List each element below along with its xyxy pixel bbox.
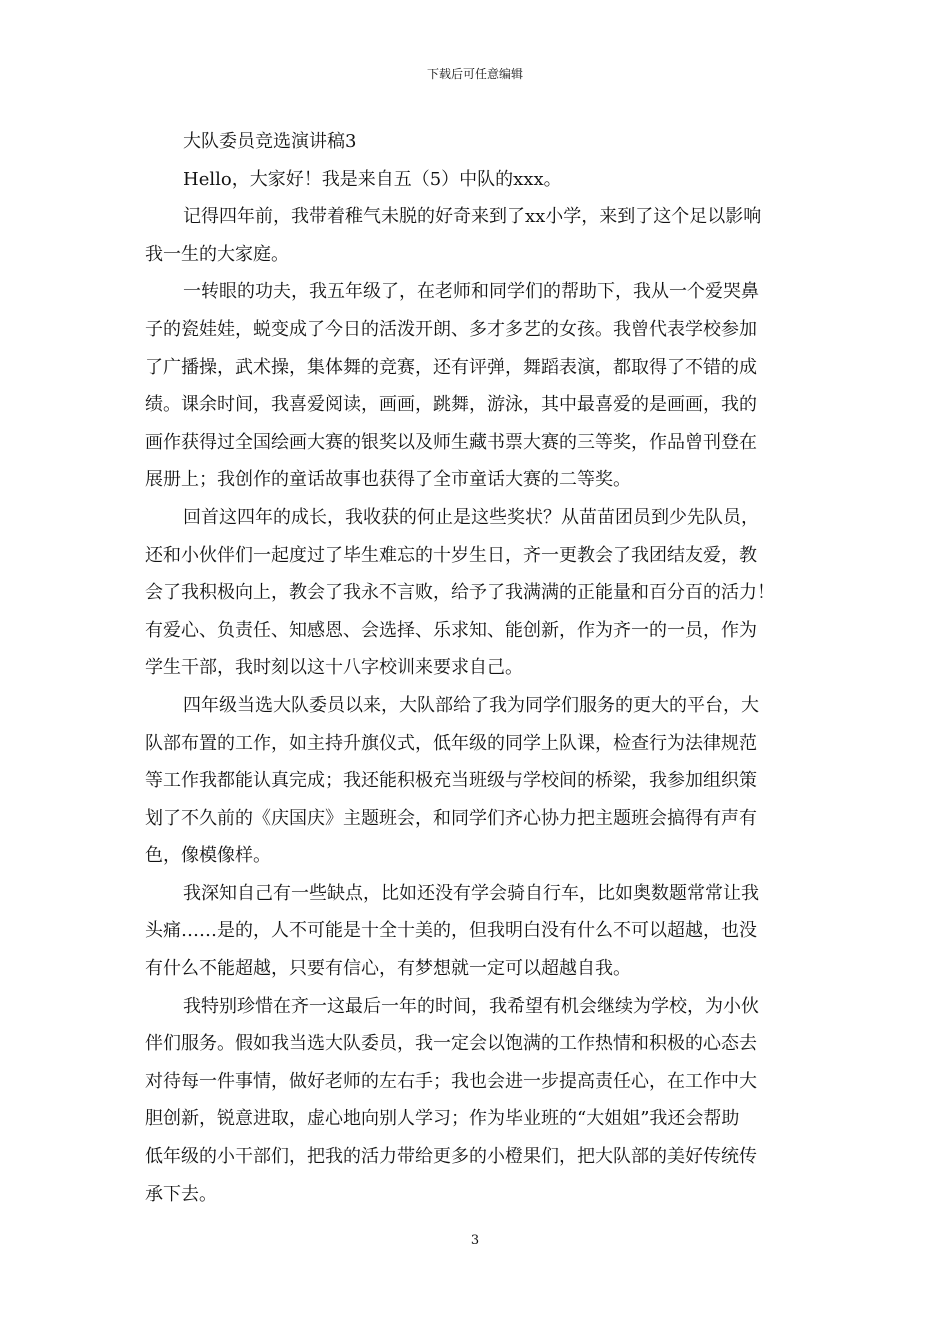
- paragraph-line: Hello，大家好！我是来自五（5）中队的xxx。: [183, 168, 562, 190]
- paragraph-line: 记得四年前，我带着稚气未脱的好奇来到了xx小学，来到了这个足以影响: [183, 206, 762, 228]
- paragraph-line: 一转眼的功夫，我五年级了，在老师和同学们的帮助下，我从一个爱哭鼻: [183, 281, 759, 303]
- paragraph-line: 我深知自己有一些缺点，比如还没有学会骑自行车，比如奥数题常常让我: [183, 882, 759, 904]
- paragraph-line: 我一生的大家庭。: [145, 243, 289, 265]
- page-header: 下载后可任意编辑: [426, 67, 523, 81]
- paragraph-line: 四年级当选大队委员以来，大队部给了我为同学们服务的更大的平台，大: [183, 694, 759, 716]
- paragraph-line: 绩。课余时间，我喜爱阅读，画画，跳舞，游泳，其中最喜爱的是画画，我的: [145, 394, 757, 416]
- paragraph-line: 学生干部，我时刻以这十八字校训来要求自己。: [145, 657, 523, 679]
- paragraph-line: 有爱心、负责任、知感恩、会选择、乐求知、能创新，作为齐一的一员，作为: [145, 619, 757, 641]
- paragraph-line: 承下去。: [145, 1183, 217, 1205]
- paragraph-line: 伴们服务。假如我当选大队委员，我一定会以饱满的工作热情和积极的心态去: [145, 1033, 757, 1055]
- paragraph-line: 回首这四年的成长，我收获的何止是这些奖状？从苗苗团员到少先队员，: [183, 506, 759, 528]
- paragraph-line: 色，像模像样。: [145, 845, 271, 867]
- paragraph-line: 还和小伙伴们一起度过了毕生难忘的十岁生日，齐一更教会了我团结友爱，教: [145, 544, 757, 566]
- paragraph-line: 胆创新，锐意进取，虚心地向别人学习；作为毕业班的“大姐姐”我还会帮助: [145, 1108, 740, 1130]
- paragraph-line: 展册上；我创作的童话故事也获得了全市童话大赛的二等奖。: [145, 469, 631, 491]
- paragraph-line: 了广播操，武术操，集体舞的竞赛，还有评弹，舞蹈表演，都取得了不错的成: [145, 356, 757, 378]
- paragraph-line: 画作获得过全国绘画大赛的银奖以及师生藏书票大赛的三等奖，作品曾刊登在: [145, 431, 757, 453]
- document-body: [145, 123, 813, 1213]
- paragraph-line: 会了我积极向上，教会了我永不言败，给予了我满满的正能量和百分百的活力！: [145, 582, 775, 604]
- paragraph-line: 有什么不能超越，只要有信心，有梦想就一定可以超越自我。: [145, 958, 631, 980]
- page-number: 3: [470, 1233, 480, 1248]
- paragraph-line: 等工作我都能认真完成；我还能积极充当班级与学校间的桥梁，我参加组织策: [145, 770, 757, 792]
- paragraph-line: 低年级的小干部们，把我的活力带给更多的小橙果们，把大队部的美好传统传: [145, 1146, 757, 1168]
- paragraph-line: 对待每一件事情，做好老师的左右手；我也会进一步提高责任心，在工作中大: [145, 1070, 757, 1092]
- paragraph-line: 头痛……是的，人不可能是十全十美的，但我明白没有什么不可以超越，也没: [145, 920, 757, 942]
- paragraph-line: 我特别珍惜在齐一这最后一年的时间，我希望有机会继续为学校，为小伙: [183, 995, 759, 1017]
- paragraph-line: 队部布置的工作，如主持升旗仪式，低年级的同学上队课，检查行为法律规范: [145, 732, 757, 754]
- paragraph-line: 划了不久前的《庆国庆》主题班会，和同学们齐心协力把主题班会搞得有声有: [145, 807, 757, 829]
- paragraph-line: 子的瓷娃娃，蜕变成了今日的活泼开朗、多才多艺的女孩。我曾代表学校参加: [145, 318, 757, 340]
- document-title: 大队委员竞选演讲稿3: [183, 131, 357, 152]
